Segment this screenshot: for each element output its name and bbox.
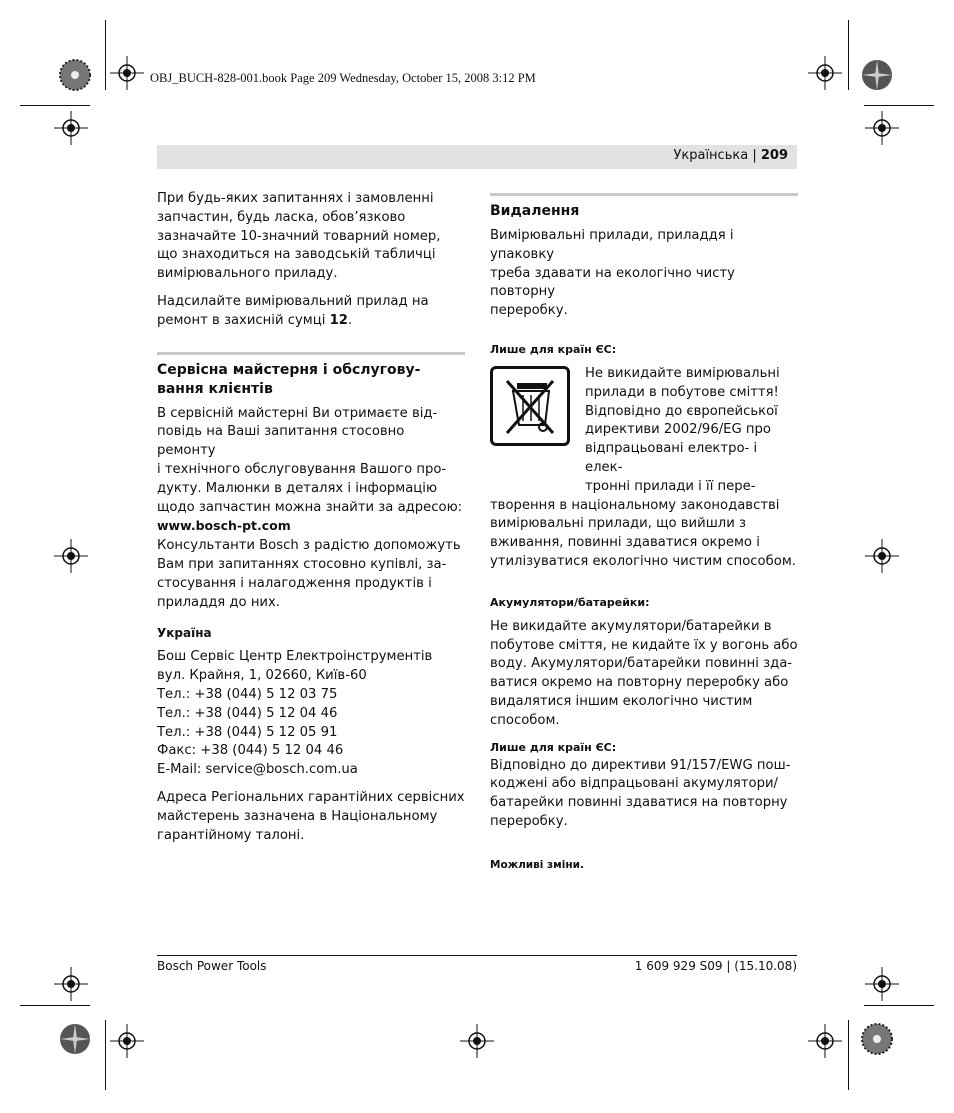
crossed-out-wheelie-bin-icon	[490, 366, 570, 446]
page-header	[157, 145, 797, 169]
registration-mark-icon	[54, 539, 88, 573]
color-target-icon	[58, 1022, 92, 1056]
color-target-icon	[860, 58, 894, 92]
service-paragraph: В сервісній майстерні Ви отримаєте від- повідь на Ваші запитання стосовно ремонту і технічного обслуговування Вашого про- дукту. Малюнки в деталях і інформацію щодо запчастин можна знайти за адресою: www.bosch-pt.com Консультанти Bosch з радістю допоможуть Вам при запитаннях стосовно купівлі, за- стосування і налагодження продуктів і приладдя до них.	[157, 405, 463, 610]
intro-paragraph-1: При будь-яких запитаннях і замовленні запчастин, будь ласка, обов’язково зазначайте 10-значний товарний номер, що знаходиться на заводській табличці вимірювального приладу.	[157, 191, 441, 282]
color-target-icon	[860, 1022, 894, 1056]
country-heading: Україна	[157, 626, 212, 641]
registration-mark-icon	[110, 1024, 144, 1058]
section-divider	[490, 193, 798, 196]
registration-mark-icon	[865, 539, 899, 573]
print-info: OBJ_BUCH-828-001.book Page 209 Wednesday, October 15, 2008 3:12 PM	[150, 71, 536, 85]
weee-text: Не викидайте вимірювальні прилади в побутове сміття! Відповідно до європейської директиви 2002/96/EG про відпрацьовані електро- і елек- тронні прилади і її пере-	[585, 365, 780, 494]
right-column	[490, 193, 798, 875]
registration-mark-icon	[808, 56, 842, 90]
email-address[interactable]: E-Mail: service@bosch.com.ua	[157, 762, 358, 778]
address-block: Бош Сервіс Центр Електроінструментів вул. Крайня, 1, 02660, Київ-60 Тел.: +38 (044) 5 12 03 75 Тел.: +38 (044) 5 12 04 46 Тел.: +38 (044) 5 12 05 91 Факс: +38 (044) 5 12 04 46 E-Mail: service@bosch.com.ua	[157, 648, 465, 780]
weee-section	[490, 365, 798, 572]
registration-mark-icon	[460, 1024, 494, 1058]
header-separator: |	[752, 148, 757, 163]
weee-paragraph-continued: творення в національному законодавстві вимірювальні прилади, що вийшли з вживання, повинні здаватися окремо і утилізуватися екологічно чистим способом.	[490, 497, 796, 569]
battery-heading: Акумулятори/батарейки:	[490, 595, 650, 609]
footer-doc-number: 1 609 929 S09 | (15.10.08)	[634, 959, 797, 973]
registration-mark-icon	[110, 56, 144, 90]
eu-battery-paragraph: Відповідно до директиви 91/157/EWG пош- коджені або відпрацьовані акумулятори/ батарейки повинні здаватися на повторну переробку.	[490, 757, 791, 829]
disposal-heading: Видалення	[490, 203, 580, 219]
footer-brand: Bosch Power Tools	[157, 959, 267, 973]
left-column	[157, 190, 465, 854]
service-heading: Сервісна майстерня і обслугову- вання клієнтів	[157, 361, 421, 397]
registration-mark-icon	[808, 1024, 842, 1058]
subject-to-change: Можливі зміни.	[490, 858, 584, 871]
registration-mark-icon	[54, 111, 88, 145]
header-label	[673, 148, 788, 163]
footer-rule	[157, 955, 797, 956]
registration-mark-icon	[865, 111, 899, 145]
eu-only-heading-2: Лише для країн ЄС:	[490, 740, 617, 754]
registration-mark-icon	[865, 967, 899, 1001]
battery-paragraph: Не викидайте акумулятори/батарейки в побутове сміття, не кидайте їх у вогонь або воду. Акумулятори/батарейки повинні зда- ватися окремо на повторну переробку або видалятися іншим екологічно чистим способом.	[490, 618, 798, 728]
page-number: 209	[760, 148, 788, 163]
eu-only-heading: Лише для країн ЄС:	[490, 342, 617, 356]
section-divider	[157, 352, 465, 355]
intro-paragraph-2: Надсилайте вимірювальний прилад на ремонт в захисній сумці 12.	[157, 293, 429, 328]
regional-paragraph: Адреса Регіональних гарантійних сервісних майстерень зазначена в Національному гарантійному талоні.	[157, 789, 465, 843]
color-target-icon	[58, 58, 92, 92]
website-link[interactable]: www.bosch-pt.com	[157, 518, 291, 534]
registration-mark-icon	[54, 967, 88, 1001]
header-language: Українська	[673, 148, 749, 163]
disposal-paragraph: Вимірювальні прилади, приладдя і упаковку треба здавати на екологічно чисту повторну переробку.	[490, 228, 735, 319]
